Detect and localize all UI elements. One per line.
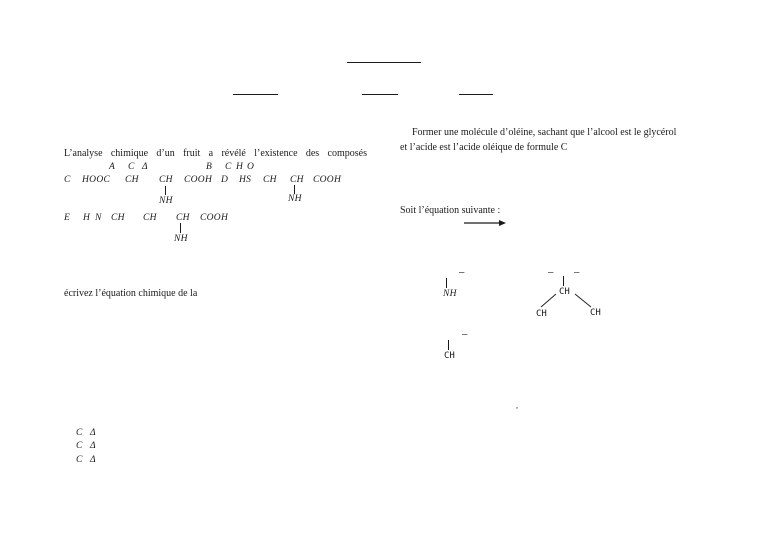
formula-nh-2: NH	[288, 194, 302, 204]
compound-e-label: E	[64, 213, 71, 223]
charge-minus-2: –	[548, 268, 554, 278]
right-paragraph-line-2: et l’acide est l’acide oléique de formule C	[400, 142, 568, 153]
formula-ch-4: CH	[290, 175, 304, 185]
list-item-delta: Δ	[90, 441, 96, 451]
compound-c-label: C	[64, 175, 71, 185]
formula-ch-2: CH	[159, 175, 173, 185]
equation-intro: Soit l’équation suivante :	[400, 205, 501, 216]
compound-d-label: D	[221, 175, 229, 185]
formula-nh-3: NH	[174, 234, 188, 244]
intro-text: L’analyse chimique d’un fruit a révélé l’existence des composés	[64, 148, 367, 159]
formula-cooh-2: COOH	[313, 175, 342, 185]
formula-ch-6: CH	[143, 213, 157, 223]
formula-hs: HS	[239, 175, 252, 185]
list-item-c: C	[76, 428, 83, 438]
bond-line-4	[446, 278, 447, 288]
question-text: écrivez l’équation chimique de la	[64, 288, 198, 299]
formula-ch-3: CH	[263, 175, 277, 185]
struct-ch-bottom: CH	[444, 351, 455, 361]
bond-line-5	[563, 276, 564, 286]
label-delta1: Δ	[142, 162, 148, 172]
label-c2: C	[225, 162, 232, 172]
formula-h: H	[83, 213, 91, 223]
formula-nh-1: NH	[159, 196, 173, 206]
struct-ch-left: CH	[536, 309, 547, 319]
bond-branch-right	[575, 294, 591, 307]
struct-ch-center: CH	[559, 287, 570, 297]
formula-ch-5: CH	[111, 213, 125, 223]
formula-hooc: HOOC	[82, 175, 111, 185]
formula-ch-7: CH	[176, 213, 190, 223]
label-a: A	[109, 162, 116, 172]
label-b: B	[206, 162, 213, 172]
list-item-c: C	[76, 455, 83, 465]
list-item-c: C	[76, 441, 83, 451]
charge-minus-4: –	[462, 330, 468, 340]
struct-ch-right: CH	[590, 308, 601, 318]
stray-comma: ,	[516, 401, 518, 410]
formula-cooh-1: COOH	[184, 175, 213, 185]
formula-n: N	[95, 213, 102, 223]
bond-branch-left	[541, 294, 556, 307]
formula-cooh-3: COOH	[200, 213, 229, 223]
label-c1: C	[128, 162, 135, 172]
list-item-delta: Δ	[90, 455, 96, 465]
right-paragraph-line-1: Former une molécule d’oléine, sachant que l’alcool est le glycérol	[412, 127, 677, 138]
list-item-delta: Δ	[90, 428, 96, 438]
bond-line-6	[448, 340, 449, 350]
charge-minus-3: –	[574, 268, 580, 278]
label-o: O	[247, 162, 255, 172]
charge-minus-1: –	[459, 268, 465, 278]
label-h: H	[236, 162, 244, 172]
formula-ch-1: CH	[125, 175, 139, 185]
struct-nh: NH	[443, 289, 457, 299]
